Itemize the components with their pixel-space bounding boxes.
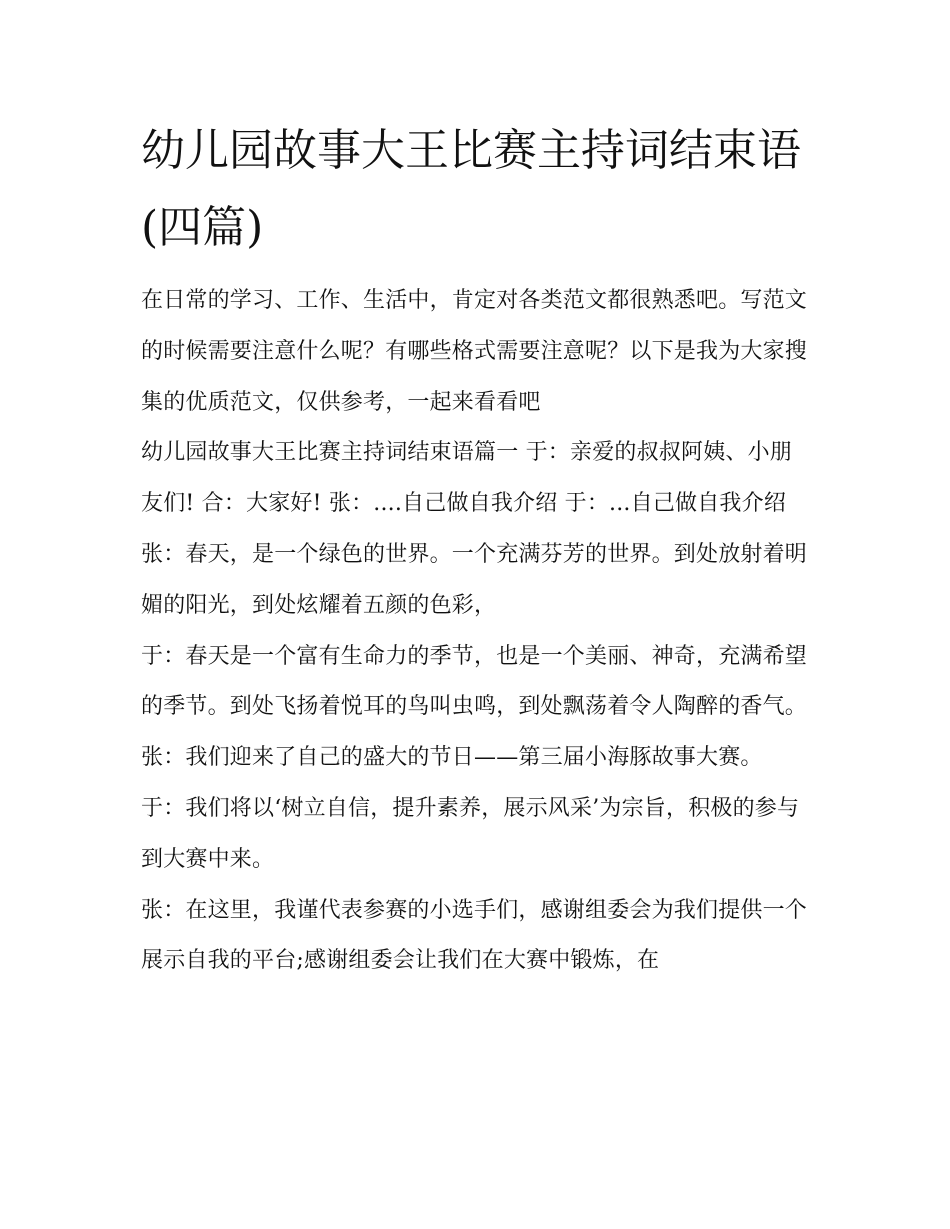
document-body (141, 112, 813, 987)
yu-spring-paragraph: 于：春天是一个富有生命力的季节，也是一个美丽、神奇，充满希望的季节。到处飞扬着悦耳的鸟叫虫鸣，到处飘荡着令人陶醉的香气。 (141, 643, 808, 720)
host-opening-paragraph: 幼儿园故事大王比赛主持词结束语篇一 于：亲爱的叔叔阿姨、小朋友们! 合：大家好! 张：....自己做自我介绍 于：...自己做自我介绍 (141, 440, 792, 517)
intro-paragraph: 在日常的学习、工作、生活中，肯定对各类范文都很熟悉吧。写范文的时候需要注意什么呢？有哪些格式需要注意呢？以下是我为大家搜集的优质范文，仅供参考，一起来看看吧 (141, 288, 808, 415)
thanks-paragraph: 张：在这里，我谨代表参赛的小选手们，感谢组委会为我们提供一个展示自我的平台;感谢组委会让我们在大赛中锻炼，在 (141, 897, 808, 974)
document-title: 幼儿园故事大王比赛主持词结束语(四篇) (141, 125, 801, 253)
zhang-spring-paragraph: 张：春天，是一个绿色的世界。一个充满芬芳的世界。到处放射着明媚的阳光，到处炫耀着五颜的色彩， (141, 541, 808, 618)
contest-theme-paragraph: 张：我们迎来了自己的盛大的节日——第三届小海豚故事大赛。 于：我们将以‘树立自信，提升素养，展示风采’为宗旨，积极的参与到大赛中来。 (141, 745, 800, 872)
